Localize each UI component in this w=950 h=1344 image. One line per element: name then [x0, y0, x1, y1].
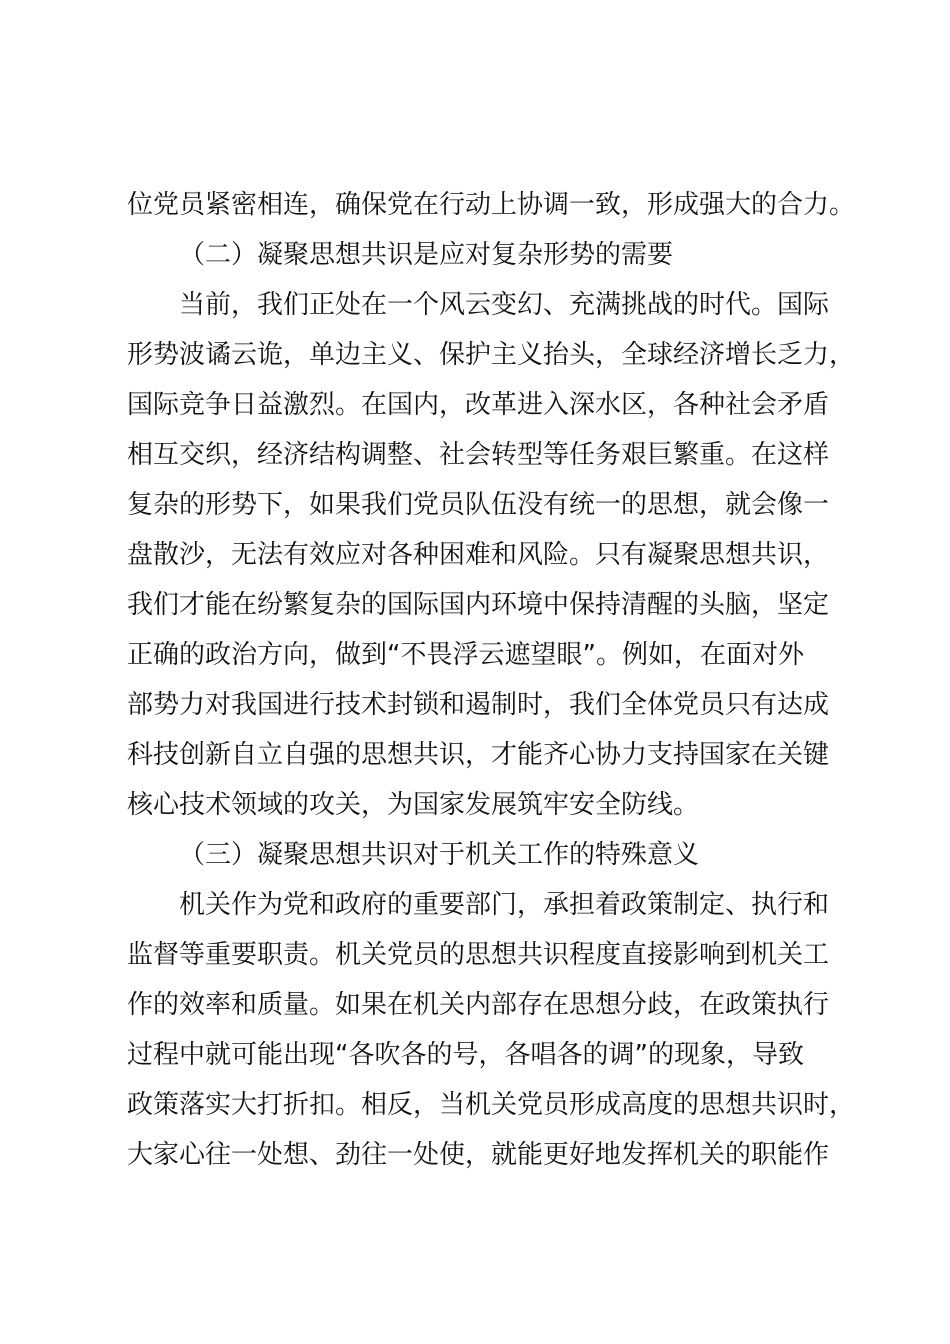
text-line: 当前，我们正处在一个风云变幻、充满挑战的时代。国际: [179, 290, 830, 320]
text-line: 监督等重要职责。机关党员的思想共识程度直接影响到机关工: [127, 940, 830, 970]
text-line: 盘散沙，无法有效应对各种困难和风险。只有凝聚思想共识，: [127, 540, 830, 570]
text-line: 作的效率和质量。如果在机关内部存在思想分歧，在政策执行: [127, 990, 830, 1020]
text-line: 正确的政治方向，做到“不畏浮云遮望眼”。例如，在面对外: [127, 640, 804, 670]
body-text: [127, 180, 856, 1180]
text-line: 过程中就可能出现“各吹各的号，各唱各的调”的现象，导致: [127, 1040, 804, 1070]
text-line: 位党员紧密相连，确保党在行动上协调一致，形成强大的合力。: [127, 190, 856, 220]
text-line: 核心技术领域的攻关，为国家发展筑牢安全防线。: [127, 790, 700, 820]
section-heading: （二）凝聚思想共识是应对复杂形势的需要: [179, 240, 674, 270]
text-line: 复杂的形势下，如果我们党员队伍没有统一的思想，就会像一: [127, 490, 830, 520]
text-line: 大家心往一处想、劲往一处使，就能更好地发挥机关的职能作: [127, 1140, 830, 1170]
text-line: 相互交织，经济结构调整、社会转型等任务艰巨繁重。在这样: [127, 440, 830, 470]
text-line: 形势波谲云诡，单边主义、保护主义抬头，全球经济增长乏力，: [127, 340, 856, 370]
text-line: 部势力对我国进行技术封锁和遏制时，我们全体党员只有达成: [127, 690, 830, 720]
text-line: 机关作为党和政府的重要部门，承担着政策制定、执行和: [179, 890, 830, 920]
text-line: 科技创新自立自强的思想共识，才能齐心协力支持国家在关键: [127, 740, 830, 770]
text-line: 我们才能在纷繁复杂的国际国内环境中保持清醒的头脑，坚定: [127, 590, 830, 620]
section-heading: （三）凝聚思想共识对于机关工作的特殊意义: [179, 840, 700, 870]
text-line: 政策落实大打折扣。相反，当机关党员形成高度的思想共识时，: [127, 1090, 856, 1120]
text-line: 国际竞争日益激烈。在国内，改革进入深水区，各种社会矛盾: [127, 390, 830, 420]
